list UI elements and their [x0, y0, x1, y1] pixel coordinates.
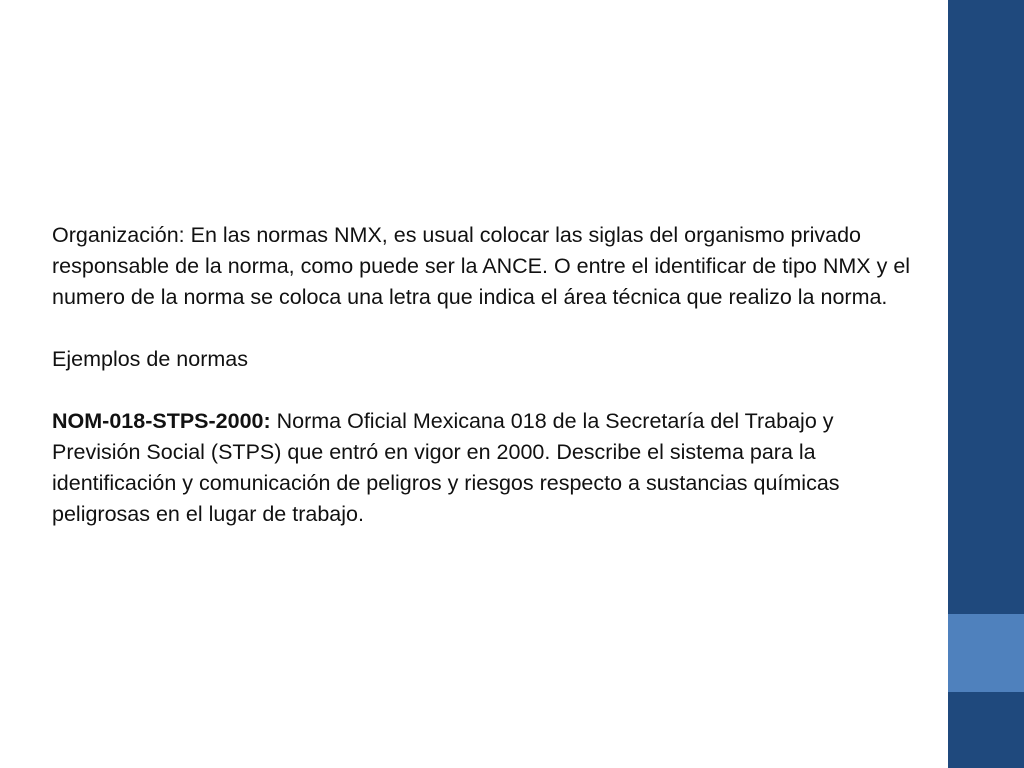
- side-bar-light-accent: [948, 614, 1024, 692]
- example-paragraph: [52, 406, 922, 530]
- example-description: Norma Oficial Mexicana 018 de la Secretaría del Trabajo y Previsión Social (STPS) que entró en vigor en 2000. Describe el sistema para la identificación y comunicación de peligros y riesgos respecto a sustancias químicas peligrosas en el lugar de trabajo.: [52, 409, 840, 526]
- spacer: [52, 313, 922, 344]
- side-decoration-bar: [948, 0, 1024, 768]
- spacer: [52, 375, 922, 406]
- examples-heading: Ejemplos de normas: [52, 347, 248, 371]
- organization-paragraph: Organización: En las normas NMX, es usual colocar las siglas del organismo privado responsable de la norma, como puede ser la ANCE. O entre el identificar de tipo NMX y el numero de la norma se coloca una letra que indica el área técnica que realizo la norma.: [52, 223, 911, 309]
- side-bar-dark-bottom: [948, 692, 1024, 768]
- example-term: NOM-018-STPS-2000:: [52, 409, 271, 433]
- slide-body: [52, 220, 922, 530]
- side-bar-dark-top: [948, 0, 1024, 614]
